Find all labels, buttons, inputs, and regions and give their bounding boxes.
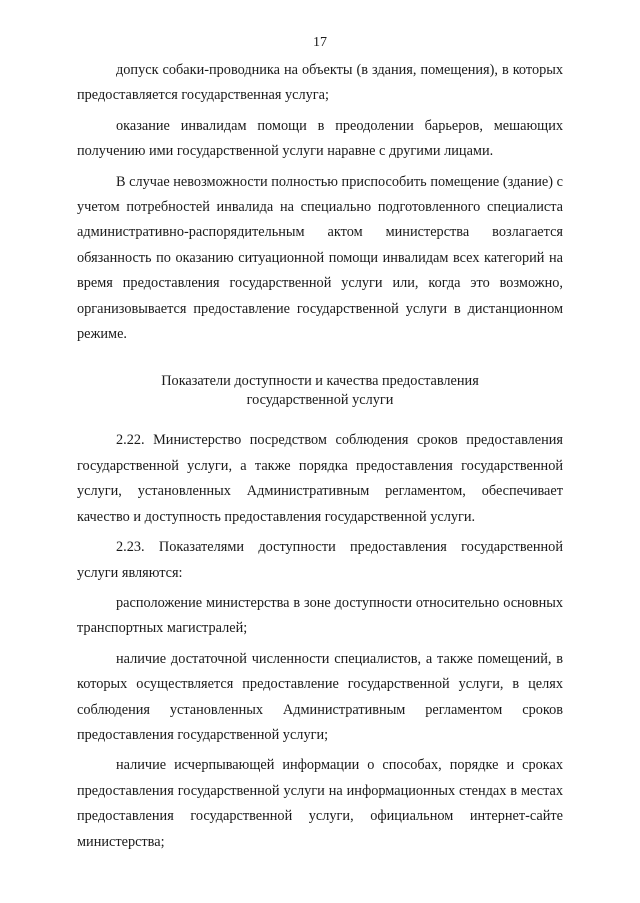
paragraph: 2.23. Показателями доступности предоставления государственной услуги являются: <box>77 539 563 581</box>
section-heading <box>77 372 563 410</box>
paragraph: наличие исчерпывающей информации о способах, порядке и сроках предоставления государственной услуги на информационных стендах в местах предоставления государственной услуги, официальном интернет-сайте министерства; <box>77 757 563 850</box>
document-body <box>77 58 563 855</box>
paragraph: допуск собаки-проводника на объекты (в здания, помещения), в которых предоставляется государственная услуга; <box>77 62 563 104</box>
section-heading-line: государственной услуги <box>246 392 394 409</box>
page-number: 17 <box>313 35 327 50</box>
section-heading-line: Показатели доступности и качества предоставления <box>161 373 479 390</box>
paragraph: расположение министерства в зоне доступности относительно основных транспортных магистралей; <box>77 594 563 637</box>
paragraph: наличие достаточной численности специалистов, а также помещений, в которых осуществляется предоставление государственной услуги, в целях соблюдения установленных Административным регламентом сроков предоставления государственной услуги; <box>77 650 563 743</box>
paragraph: В случае невозможности полностью приспособить помещение (здание) с учетом потребностей инвалида на специально подготовленного специалиста административно-распорядительным актом министерства возлагается обязанность по оказанию ситуационной помощи инвалидам всех категорий на время предоставления государственной услуги или, когда это возможно, организовывается предоставление государственной услуги в дистанционном режиме. <box>77 173 563 343</box>
paragraph: 2.22. Министерство посредством соблюдения сроков предоставления государственной услуги, а также порядка предоставления государственной услуги, установленных Административным регламентом, обеспечивает качество и доступность предоставления государственной услуги. <box>77 432 563 525</box>
paragraph: оказание инвалидам помощи в преодолении барьеров, мешающих получению ими государственной услуги наравне с другими лицами. <box>77 117 563 160</box>
